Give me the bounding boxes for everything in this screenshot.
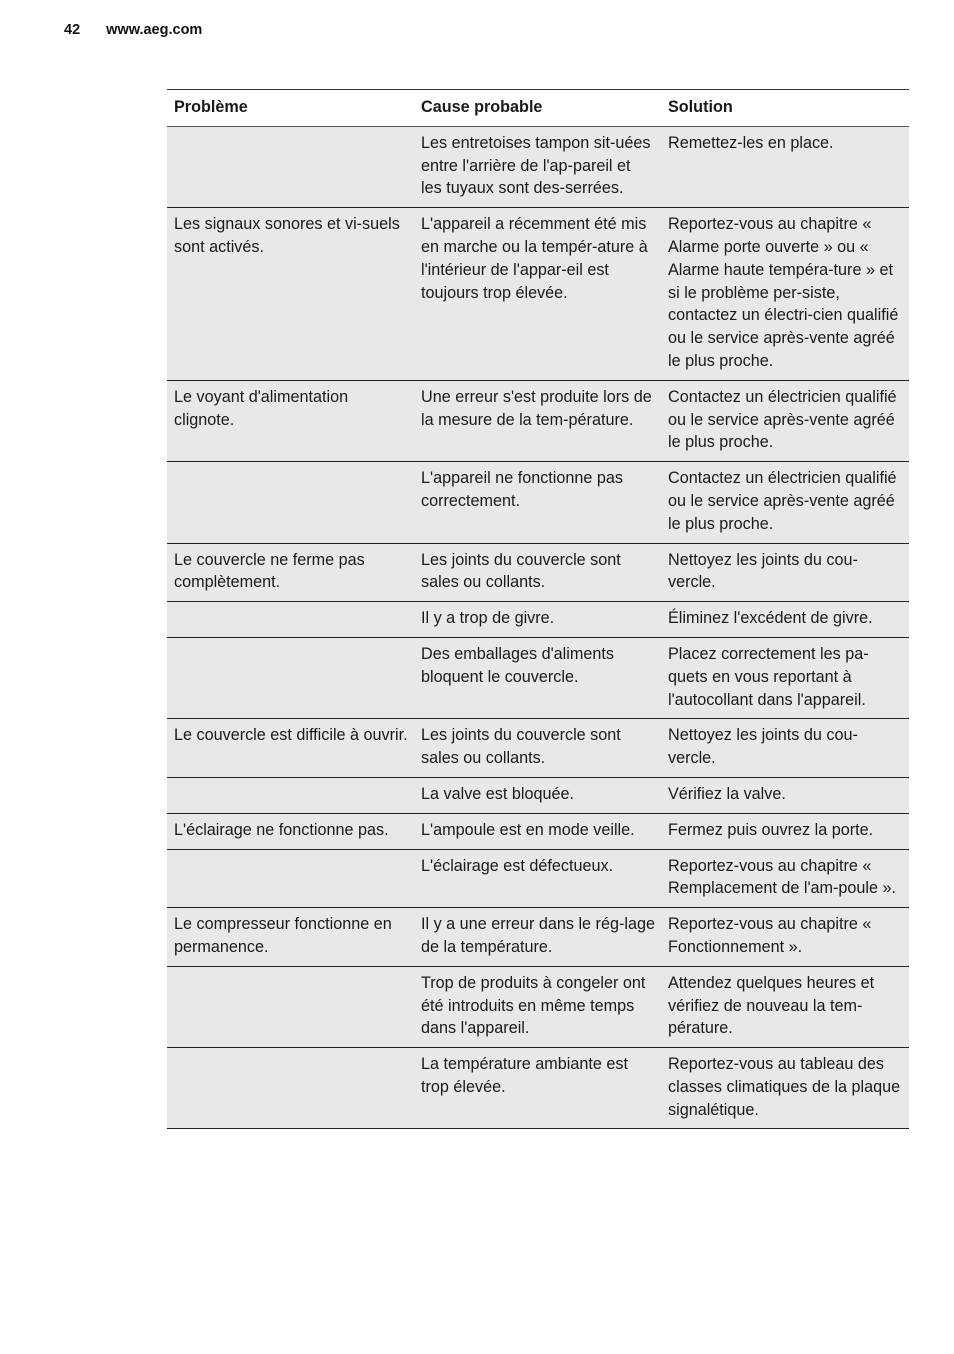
- table-row: [167, 380, 909, 461]
- cell-cause: Les joints du couvercle sont sales ou collants.: [414, 543, 661, 602]
- cell-solution: Nettoyez les joints du cou-vercle.: [661, 543, 909, 602]
- page-header: [64, 22, 202, 38]
- cell-cause: La valve est bloquée.: [414, 777, 661, 813]
- cell-cause: L'éclairage est défectueux.: [414, 849, 661, 908]
- cell-solution: Reportez-vous au chapitre « Fonctionnement ».: [661, 908, 909, 967]
- table-row: [167, 908, 909, 967]
- cell-cause: Il y a trop de givre.: [414, 602, 661, 638]
- cell-cause: Des emballages d'aliments bloquent le couvercle.: [414, 637, 661, 718]
- cell-cause: La température ambiante est trop élevée.: [414, 1048, 661, 1129]
- cell-problem: Le voyant d'alimentation clignote.: [167, 380, 414, 461]
- cell-solution: Vérifiez la valve.: [661, 777, 909, 813]
- table-row: [167, 849, 909, 908]
- cell-problem: L'éclairage ne fonctionne pas.: [167, 813, 414, 849]
- column-header-solution: Solution: [661, 90, 909, 127]
- cell-problem: Le couvercle est difficile à ouvrir.: [167, 719, 414, 778]
- column-header-problem: Problème: [167, 90, 414, 127]
- cell-cause: L'appareil a récemment été mis en marche ou la tempér-ature à l'intérieur de l'appar-eil est toujours trop élevée.: [414, 208, 661, 381]
- cell-solution: Attendez quelques heures et vérifiez de nouveau la tem-pérature.: [661, 966, 909, 1047]
- cell-problem: Le compresseur fonctionne en permanence.: [167, 908, 414, 967]
- cell-problem: Les signaux sonores et vi-suels sont activés.: [167, 208, 414, 381]
- table-row: [167, 543, 909, 602]
- cell-solution: Reportez-vous au chapitre « Remplacement de l'am-poule ».: [661, 849, 909, 908]
- cell-problem: [167, 849, 414, 908]
- site-url: www.aeg.com: [106, 22, 203, 38]
- table-row: [167, 966, 909, 1047]
- cell-problem: [167, 462, 414, 543]
- cell-cause: Une erreur s'est produite lors de la mesure de la tem-pérature.: [414, 380, 661, 461]
- cell-cause: L'ampoule est en mode veille.: [414, 813, 661, 849]
- cell-cause: Il y a une erreur dans le rég-lage de la température.: [414, 908, 661, 967]
- cell-solution: Contactez un électricien qualifié ou le service après-vente agréé le plus proche.: [661, 462, 909, 543]
- table-row: [167, 462, 909, 543]
- page-number: 42: [64, 22, 81, 38]
- cell-solution: Placez correctement les pa-quets en vous reportant à l'autocollant dans l'appareil.: [661, 637, 909, 718]
- cell-problem: [167, 602, 414, 638]
- cell-problem: [167, 966, 414, 1047]
- cell-cause: L'appareil ne fonctionne pas correctement.: [414, 462, 661, 543]
- cell-problem: [167, 637, 414, 718]
- cell-cause: Trop de produits à congeler ont été introduits en même temps dans l'appareil.: [414, 966, 661, 1047]
- cell-problem: Le couvercle ne ferme pas complètement.: [167, 543, 414, 602]
- table-row: [167, 602, 909, 638]
- table-row: [167, 208, 909, 381]
- cell-solution: Remettez-les en place.: [661, 126, 909, 207]
- table-row: [167, 637, 909, 718]
- cell-cause: Les entretoises tampon sit-uées entre l'arrière de l'ap-pareil et les tuyaux sont des-serrées.: [414, 126, 661, 207]
- troubleshooting-table-container: [167, 89, 909, 1129]
- table-row: [167, 126, 909, 207]
- table-header-row: [167, 90, 909, 127]
- cell-cause: Les joints du couvercle sont sales ou collants.: [414, 719, 661, 778]
- cell-problem: [167, 1048, 414, 1129]
- troubleshooting-table: [167, 89, 909, 1129]
- cell-solution: Reportez-vous au tableau des classes climatiques de la plaque signalétique.: [661, 1048, 909, 1129]
- column-header-cause: Cause probable: [414, 90, 661, 127]
- cell-solution: Reportez-vous au chapitre « Alarme porte ouverte » ou « Alarme haute tempéra-ture » et si le problème per-siste, contactez un électri-cien qualifié ou le service après-vente agréé le plus proche.: [661, 208, 909, 381]
- cell-solution: Contactez un électricien qualifié ou le service après-vente agréé le plus proche.: [661, 380, 909, 461]
- cell-solution: Éliminez l'excédent de givre.: [661, 602, 909, 638]
- cell-solution: Fermez puis ouvrez la porte.: [661, 813, 909, 849]
- table-row: [167, 777, 909, 813]
- cell-problem: [167, 777, 414, 813]
- table-row: [167, 1048, 909, 1129]
- table-row: [167, 813, 909, 849]
- table-row: [167, 719, 909, 778]
- cell-problem: [167, 126, 414, 207]
- cell-solution: Nettoyez les joints du cou-vercle.: [661, 719, 909, 778]
